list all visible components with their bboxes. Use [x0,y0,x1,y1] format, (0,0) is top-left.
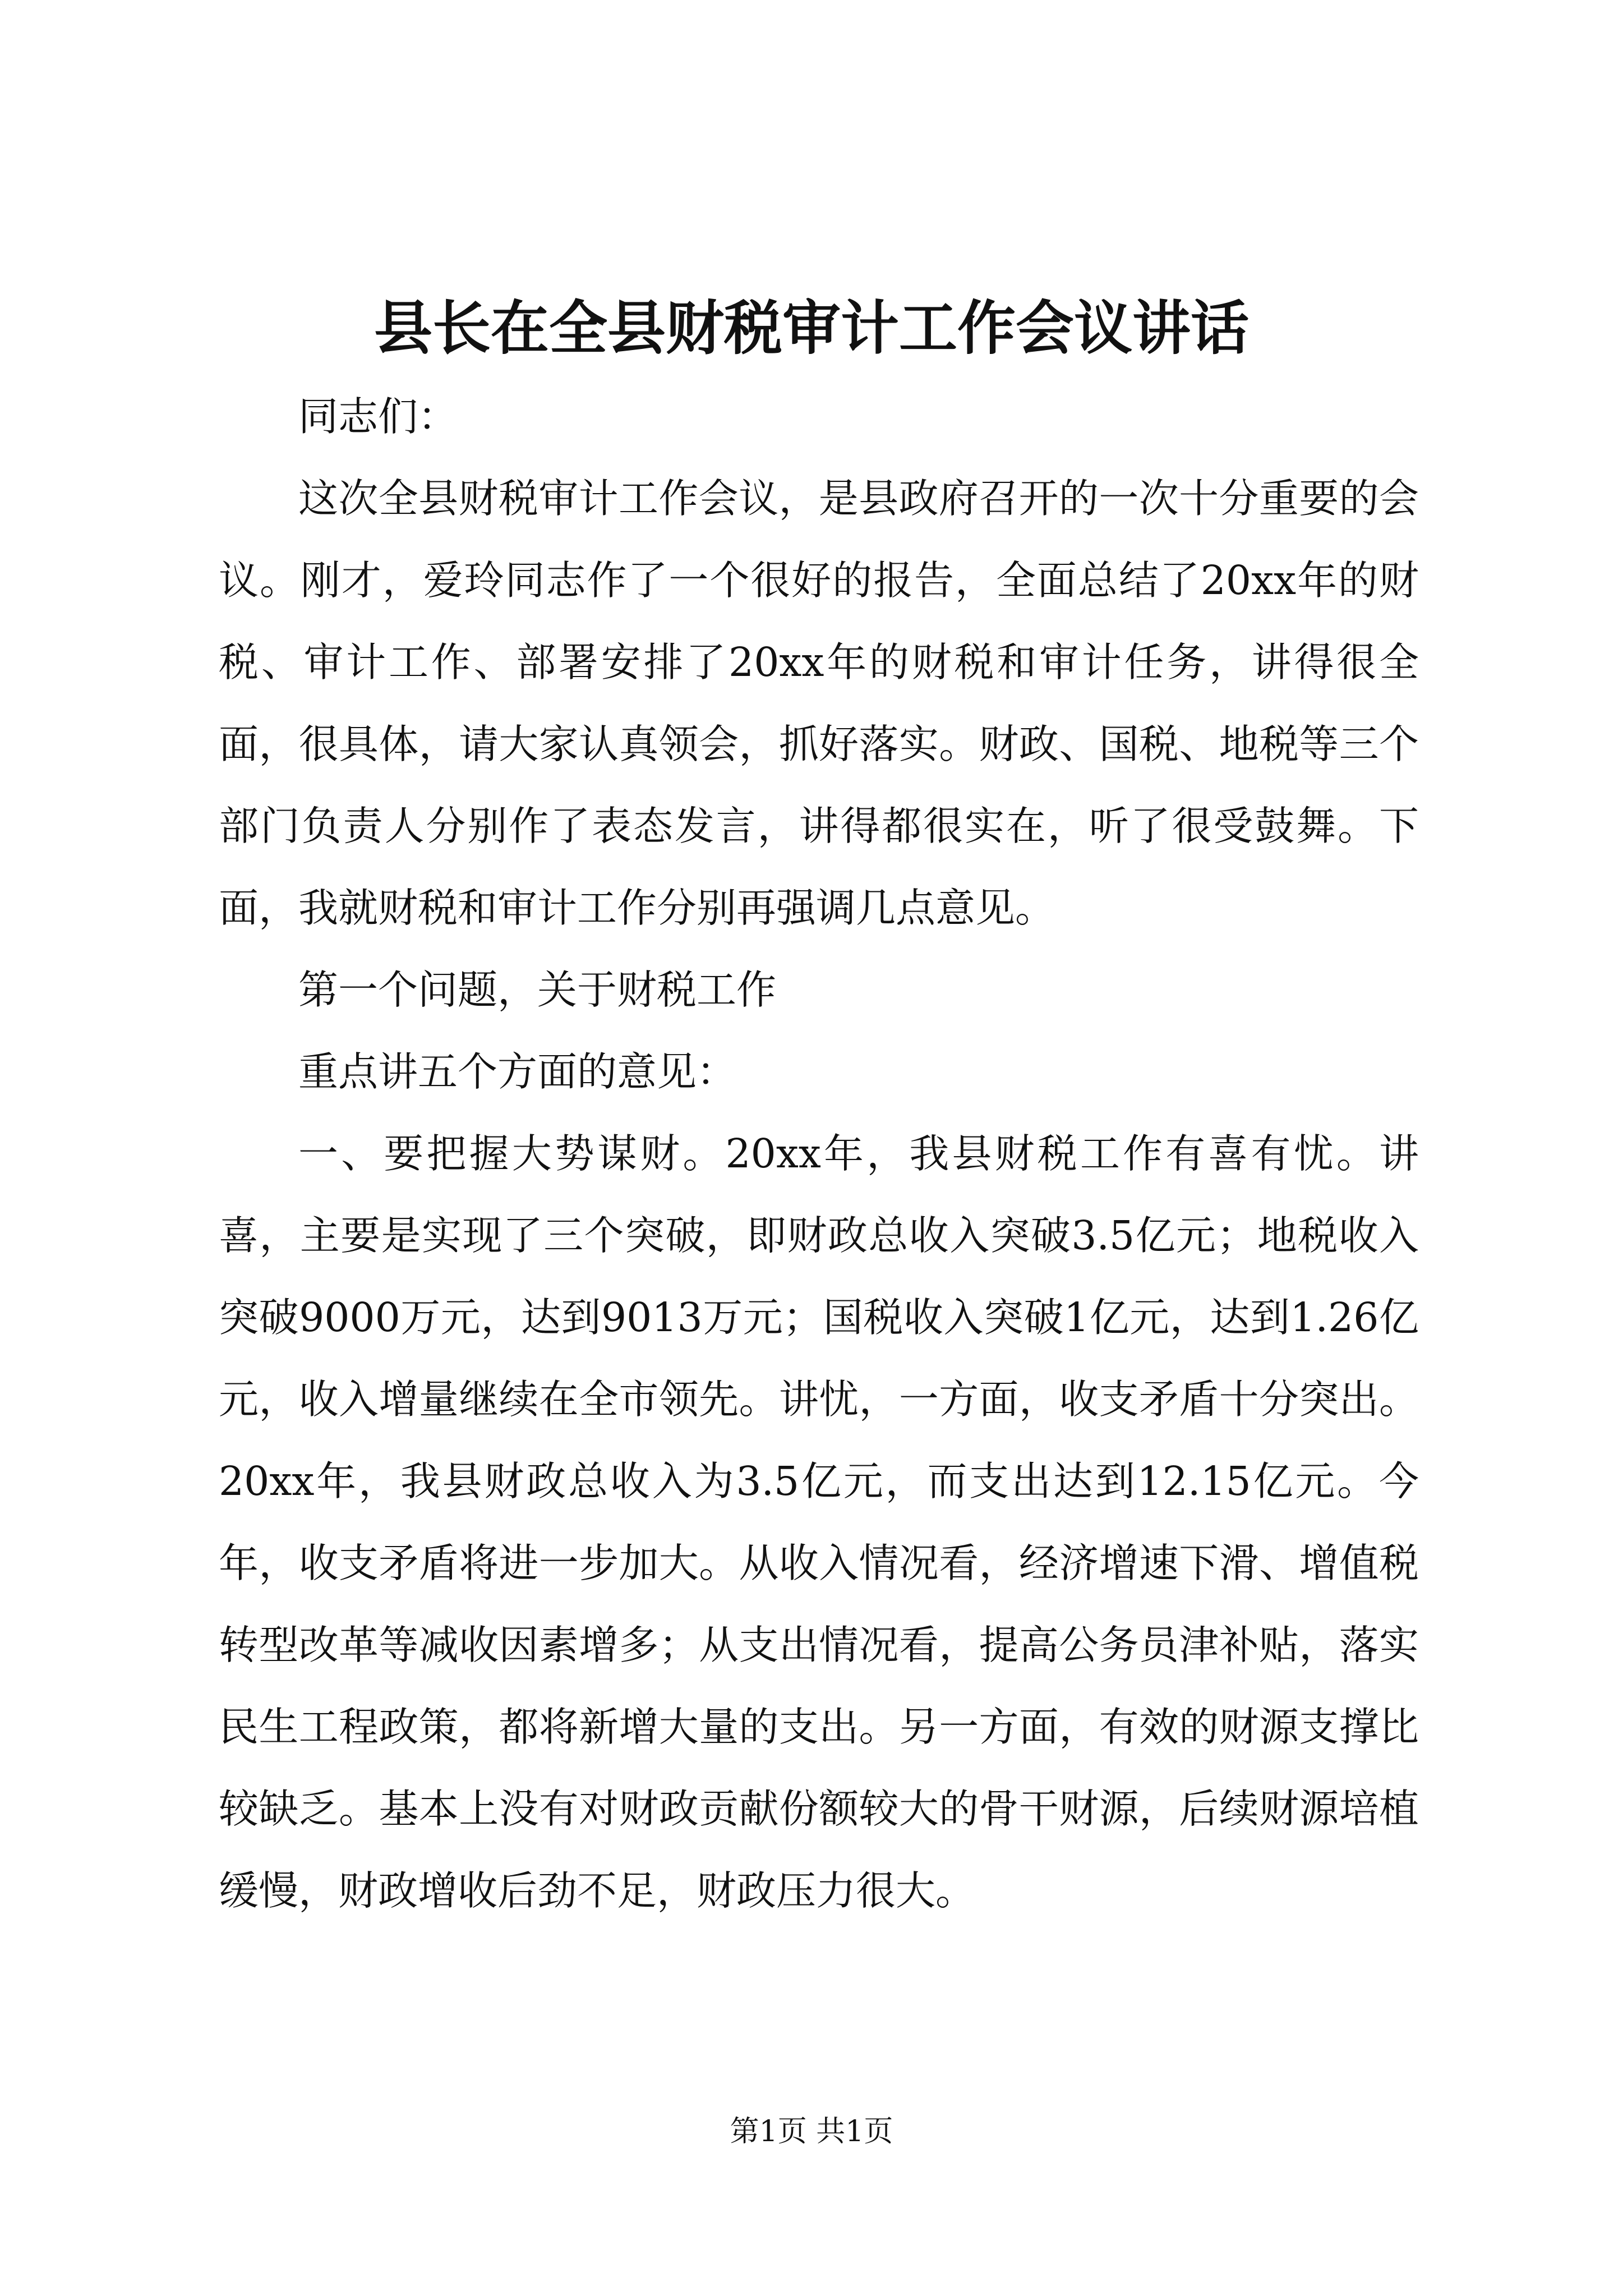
page-footer: 第1页 共1页 [730,2115,893,2148]
section-heading-paragraph: 第一个问题，关于财税工作 [298,967,777,1013]
intro-paragraph: 这次全县财税审计工作会议，是县政府召开的一次十分重要的会议。刚才，爱玲同志作了一个很好的报告，全面总结了20xx年的财税、审计工作、部署安排了20xx年的财税和审计任务，讲得很全面，很具体，请大家认真领会，抓好落实。财政、国税、地税等三个部门负责人分别作了表态发言，讲得都很实在，听了很受鼓舞。下面，我就财税和审计工作分别再强调几点意见。 [219,475,1419,931]
document-title: 县长在全县财税审计工作会议讲话 [374,293,1249,362]
document-body [219,376,1419,1932]
salutation-paragraph: 同志们： [298,393,458,440]
point-one-paragraph: 一、要把握大势谋财。20xx年，我县财税工作有喜有忧。讲喜，主要是实现了三个突破，即财政总收入突破3.5亿元；地税收入突破9000万元，达到9013万元；国税收入突破1亿元，达到1.26亿元，收入增量继续在全市领先。讲忧，一方面，收支矛盾十分突出。20xx年，我县财政总收入为3.5亿元，而支出达到12.15亿元。今年，收支矛盾将进一步加大。从收入情况看，经济增速下滑、增值税转型改革等减收因素增多；从支出情况看，提高公务员津补贴，落实民生工程政策，都将新增大量的支出。另一方面，有效的财源支撑比较缺乏。基本上没有对财政贡献份额较大的骨干财源，后续财源培植缓慢，财政增收后劲不足，财政压力很大。 [219,1130,1419,1914]
subheading-paragraph: 重点讲五个方面的意见： [298,1048,737,1095]
